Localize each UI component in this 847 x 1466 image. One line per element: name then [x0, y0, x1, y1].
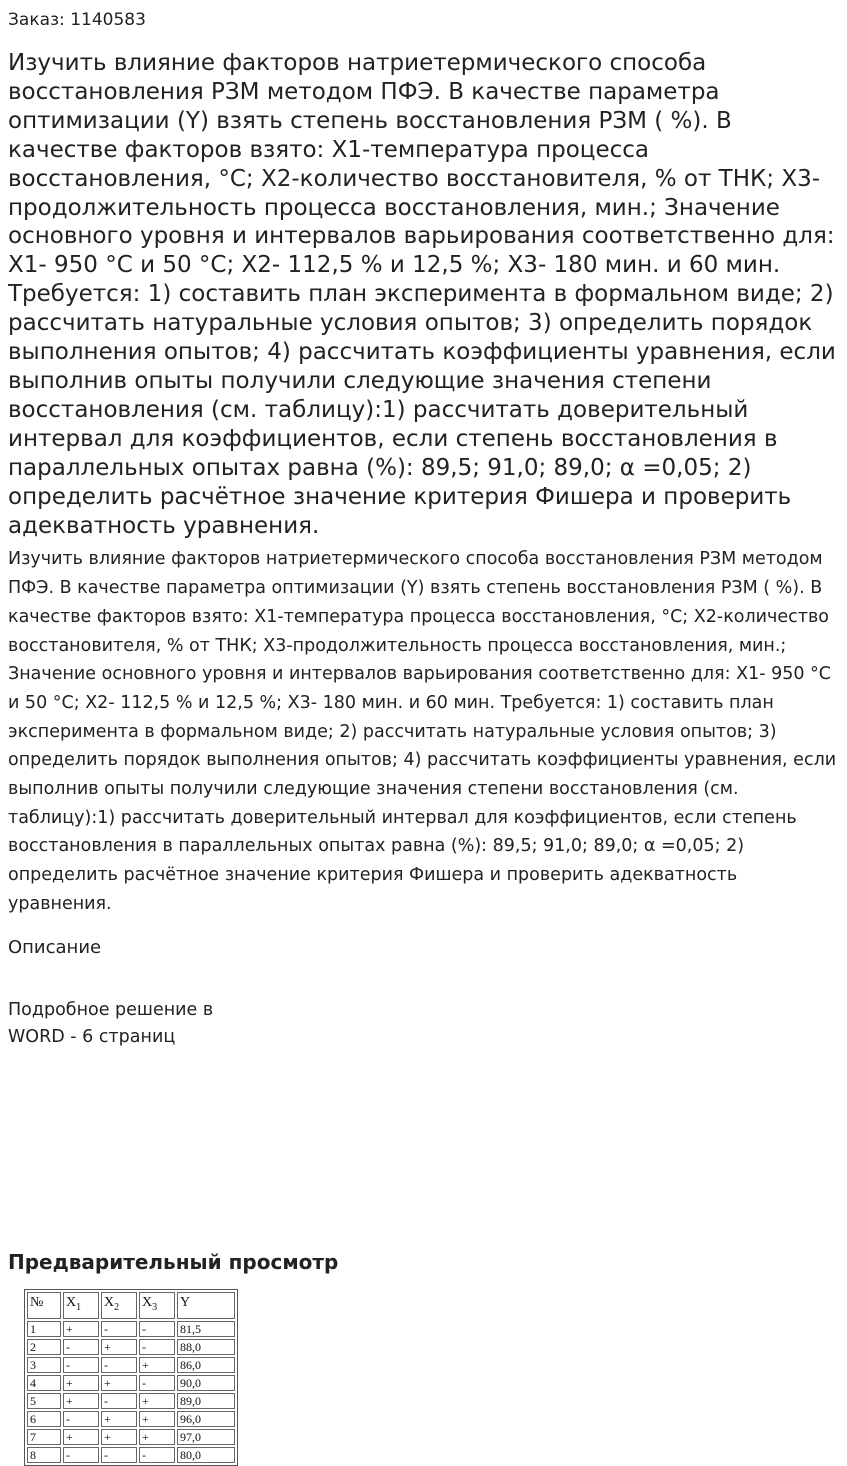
order-line: [8, 8, 843, 32]
preview-image: [24, 1289, 250, 1462]
table-cell: +: [63, 1429, 99, 1445]
table-row: [27, 1321, 235, 1337]
table-cell: -: [139, 1321, 175, 1337]
table-cell: +: [139, 1411, 175, 1427]
table-cell: 88,0: [177, 1339, 235, 1355]
table-cell: -: [139, 1375, 175, 1391]
table-cell: +: [63, 1375, 99, 1391]
table-row: [27, 1447, 235, 1463]
table-row: [27, 1375, 235, 1391]
table-cell: +: [139, 1357, 175, 1373]
table-cell: 5: [27, 1393, 61, 1409]
table-row: [27, 1339, 235, 1355]
results-table: [24, 1289, 238, 1466]
table-cell: 7: [27, 1429, 61, 1445]
table-header-label: Y: [180, 1295, 191, 1310]
table-cell: 3: [27, 1357, 61, 1373]
table-row: [27, 1357, 235, 1373]
table-cell: 8: [27, 1447, 61, 1463]
task-lead-text: Изучить влияние факторов натриетермического способа восстановления РЗМ методом ПФЭ. В качестве параметра оптимизации (Y) взять степень восстановления РЗМ ( %). В качестве факторов взято: X1-температура процесса восстановления, °С; X2-количество восстановителя, % от ТНК; X3-продолжительность процесса восстановления, мин.; Значение основного уровня и интервалов варьирования соответственно для: X1- 950 °С и 50 °С; X2- 112,5 % и 12,5 %; X3- 180 мин. и 60 мин. Требуется: 1) составить план эксперимента в формальном виде; 2) рассчитать натуральные условия опытов; 3) определить порядок выполнения опытов; 4) рассчитать коэффициенты уравнения, если выполнив опыты получили следующие значения степени восстановления (см. таблицу):1) рассчитать доверительный интервал для коэффициентов, если степень восстановления в параллельных опытах равна (%): 89,5; 91,0; 89,0; α =0,05; 2) определить расчётное значение критерия Фишера и проверить адекватность уравнения.: [8, 50, 836, 539]
order-label: Заказ:: [8, 10, 65, 30]
order-number: 1140583: [70, 10, 146, 30]
table-header-subscript: 2: [114, 1301, 120, 1313]
table-row: [27, 1393, 235, 1409]
table-header-cell: [27, 1292, 61, 1319]
task-body-text: Изучить влияние факторов натриетермического способа восстановления РЗМ методом ПФЭ. В качестве параметра оптимизации (Y) взять степень восстановления РЗМ ( %). В качестве факторов взято: X1-температура процесса восстановления, °С; X2-количество восстановителя, % от ТНК; X3-продолжительность процесса восстановления, мин.; Значение основного уровня и интервалов варьирования соответственно для: X1- 950 °С и 50 °С; X2- 112,5 % и 12,5 %; X3- 180 мин. и 60 мин. Требуется: 1) составить план эксперимента в формальном виде; 2) рассчитать натуральные условия опытов; 3) определить порядок выполнения опытов; 4) рассчитать коэффициенты уравнения, если выполнив опыты получили следующие значения степени восстановления (см. таблицу):1) рассчитать доверительный интервал для коэффициентов, если степень восстановления в параллельных опытах равна (%): 89,5; 91,0; 89,0; α =0,05; 2) определить расчётное значение критерия Фишера и проверить адекватность уравнения.: [8, 549, 837, 914]
description-text: Подробное решение в WORD - 6 страниц: [8, 999, 214, 1047]
table-header-cell: [63, 1292, 99, 1319]
table-cell: -: [63, 1339, 99, 1355]
table-cell: +: [101, 1339, 137, 1355]
table-cell: 96,0: [177, 1411, 235, 1427]
table-header-label: X: [66, 1295, 77, 1310]
table-cell: 1: [27, 1321, 61, 1337]
table-cell: -: [101, 1357, 137, 1373]
table-cell: +: [101, 1375, 137, 1391]
table-cell: +: [101, 1429, 137, 1445]
table-cell: +: [63, 1393, 99, 1409]
description-heading: Описание: [8, 936, 102, 958]
table-header-cell: [101, 1292, 137, 1319]
table-header-row: [27, 1292, 235, 1319]
table-cell: -: [63, 1357, 99, 1373]
table-cell: 81,5: [177, 1321, 235, 1337]
table-cell: -: [63, 1447, 99, 1463]
table-cell: -: [139, 1339, 175, 1355]
page-content: [8, 8, 843, 1462]
table-cell: +: [139, 1429, 175, 1445]
table-cell: -: [101, 1321, 137, 1337]
table-body: [27, 1321, 235, 1463]
table-header-cell: [139, 1292, 175, 1319]
table-cell: -: [139, 1447, 175, 1463]
table-cell: +: [139, 1393, 175, 1409]
preview-heading: Предварительный просмотр: [8, 1250, 339, 1274]
table-cell: +: [101, 1411, 137, 1427]
table-row: [27, 1411, 235, 1427]
table-header-label: X: [142, 1295, 153, 1310]
table-cell: 90,0: [177, 1375, 235, 1391]
table-cell: 86,0: [177, 1357, 235, 1373]
table-cell: 6: [27, 1411, 61, 1427]
table-cell: 2: [27, 1339, 61, 1355]
table-cell: 4: [27, 1375, 61, 1391]
table-cell: +: [63, 1321, 99, 1337]
table-cell: -: [63, 1411, 99, 1427]
table-cell: -: [101, 1393, 137, 1409]
table-header-subscript: 1: [76, 1301, 82, 1313]
table-cell: 89,0: [177, 1393, 235, 1409]
table-header-subscript: 3: [152, 1301, 158, 1313]
table-header-label: №: [30, 1295, 44, 1310]
table-row: [27, 1429, 235, 1445]
table-cell: -: [101, 1447, 137, 1463]
table-cell: 97,0: [177, 1429, 235, 1445]
table-header-label: X: [104, 1295, 115, 1310]
table-cell: 80,0: [177, 1447, 235, 1463]
table-header-cell: [177, 1292, 235, 1319]
